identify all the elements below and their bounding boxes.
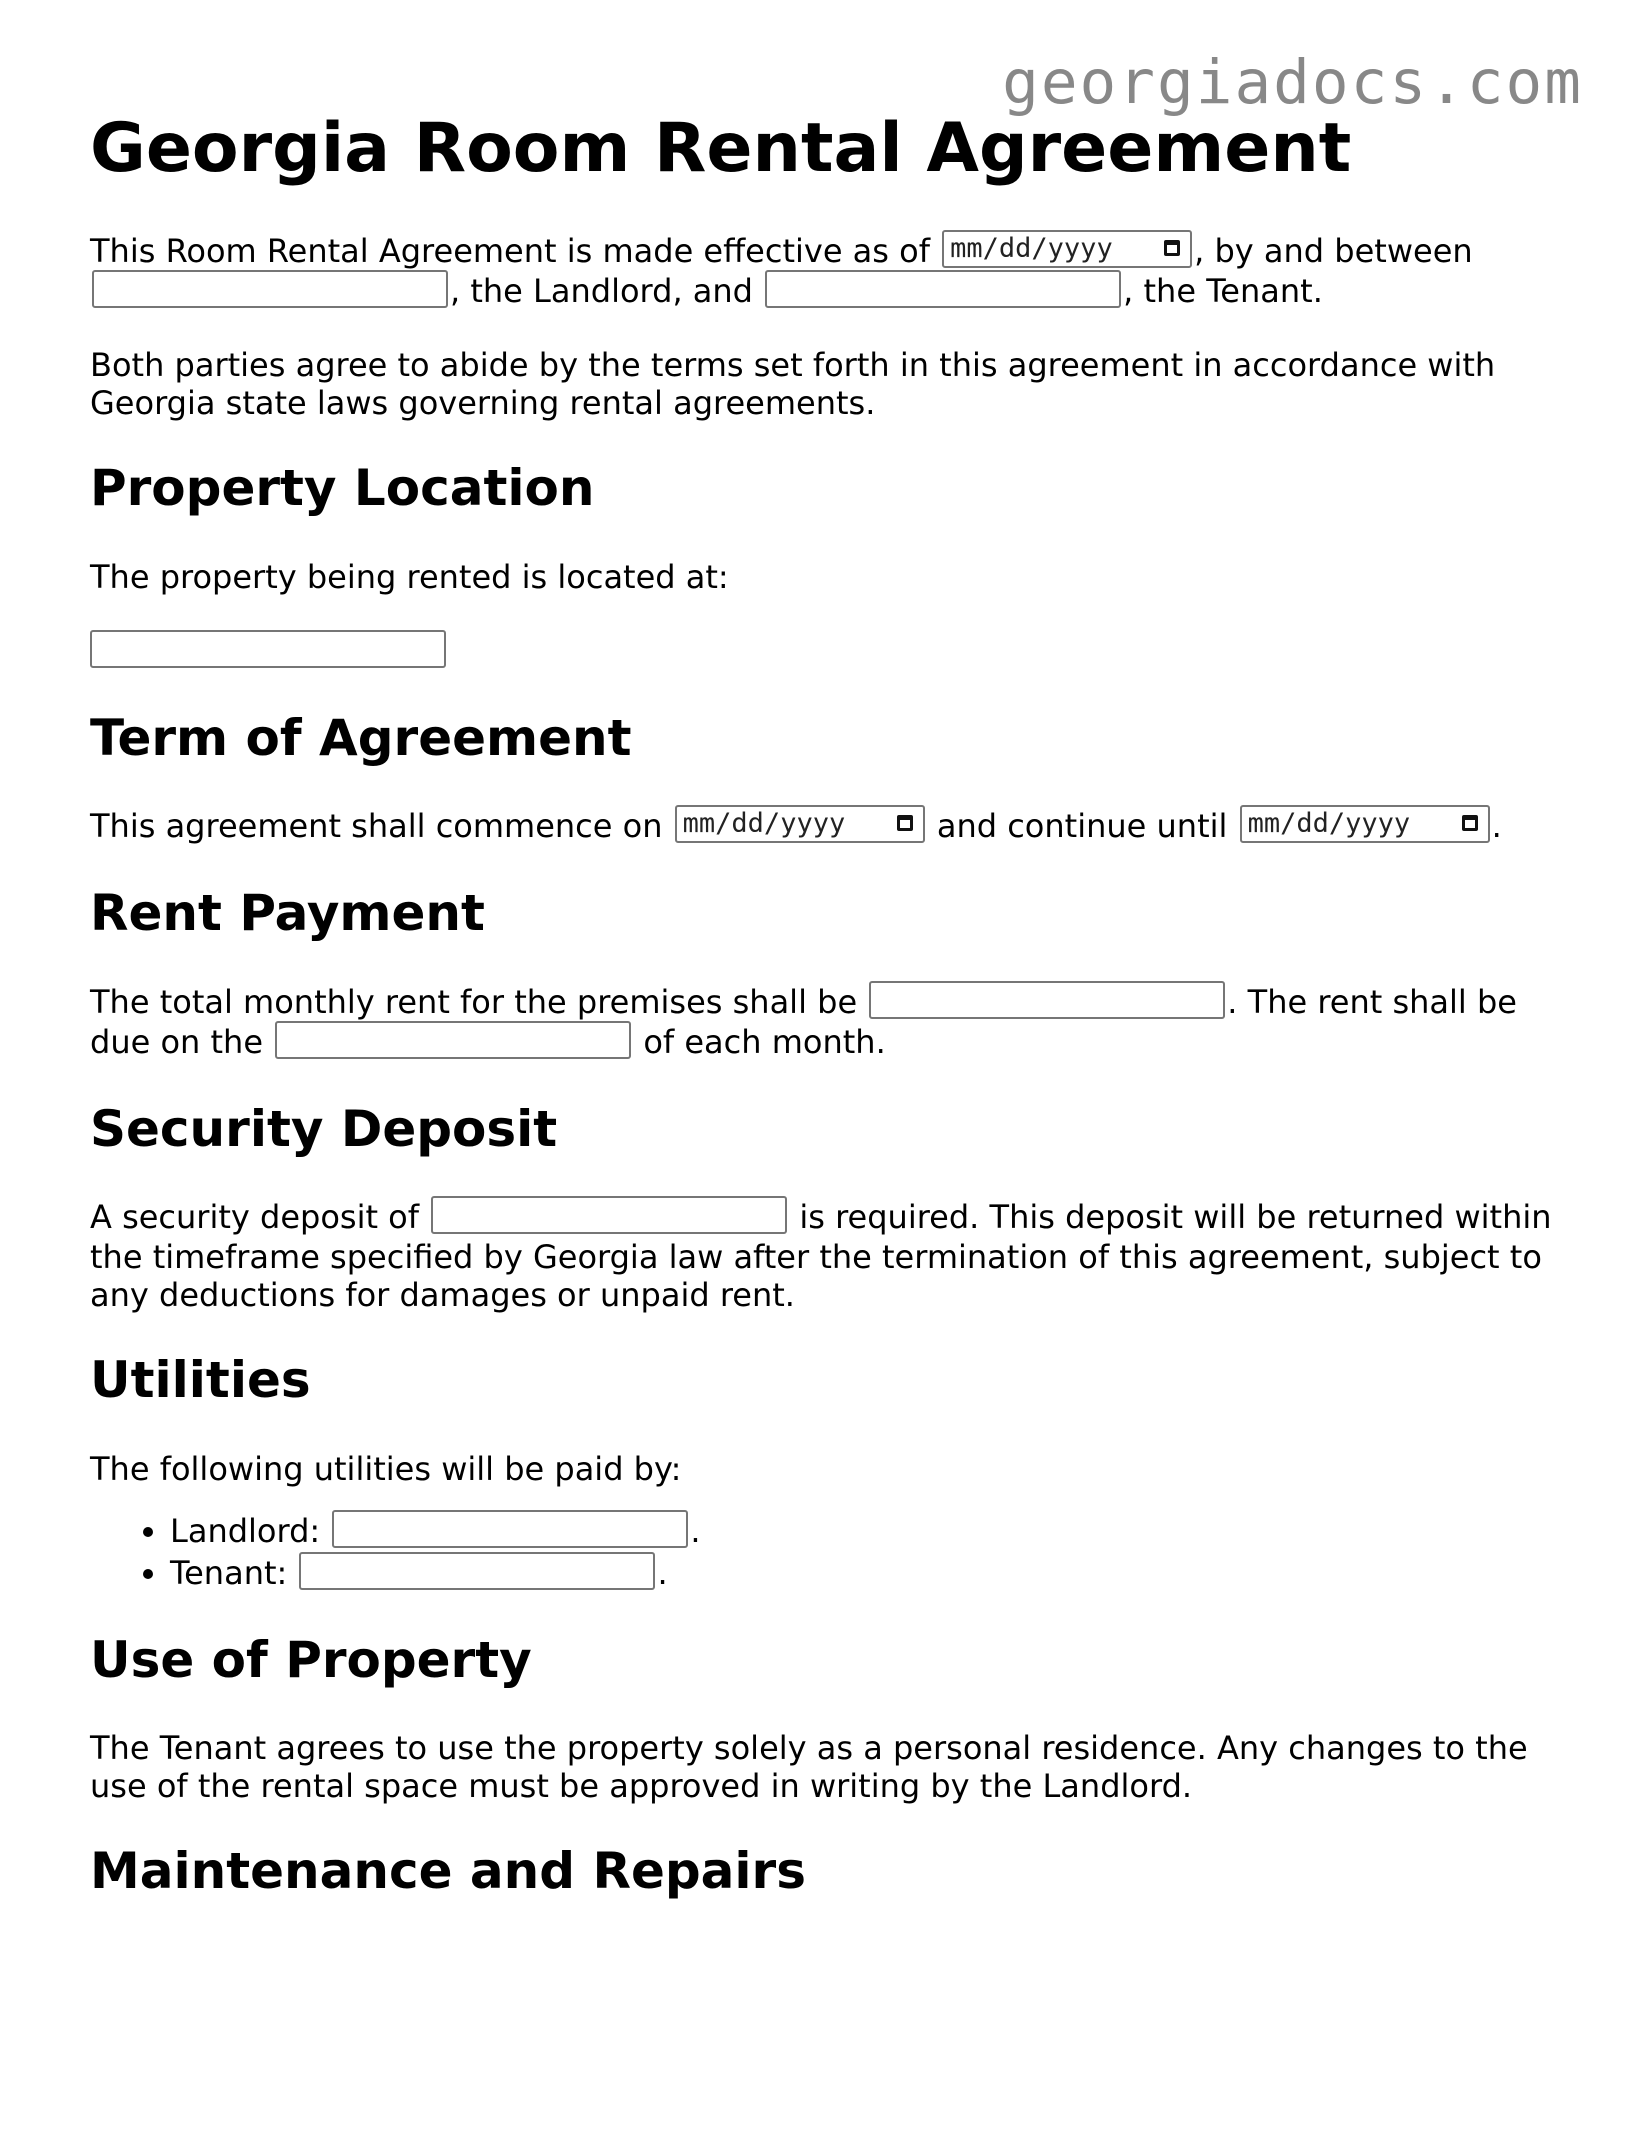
- rent-text-1: The total monthly rent for the premises shall be: [90, 982, 858, 1021]
- property-address-input[interactable]: [90, 630, 446, 668]
- rent-text-3: of each month.: [643, 1022, 886, 1061]
- utilities-text: The following utilities will be paid by:: [90, 1449, 682, 1488]
- section-heading-maintenance: Maintenance and Repairs: [90, 1842, 806, 1901]
- security-deposit-input[interactable]: [431, 1196, 787, 1234]
- date-placeholder: mm/dd/yyyy: [682, 808, 846, 840]
- calendar-icon[interactable]: [1164, 240, 1180, 256]
- landlord-utilities-label: Landlord:: [170, 1511, 321, 1550]
- list-item-suffix: .: [657, 1553, 668, 1592]
- date-placeholder: mm/dd/yyyy: [950, 233, 1113, 265]
- section-heading-utilities: Utilities: [90, 1351, 311, 1410]
- deposit-text-2: is required. This deposit will be returned within the timeframe specified by Georgia law after the termination of this agreement, subject to any deductions for damages or unpaid rent.: [90, 1198, 1552, 1315]
- end-date-input[interactable]: [1240, 805, 1490, 843]
- start-date-input[interactable]: [675, 805, 925, 843]
- intro-text-1: This Room Rental Agreement is made effective as of: [90, 232, 930, 271]
- tenant-utilities-label: Tenant:: [170, 1553, 288, 1592]
- rent-due-day-input[interactable]: [275, 1021, 631, 1059]
- intro-text-3: , the Landlord, and: [450, 272, 753, 311]
- term-text-2: and continue until: [936, 807, 1228, 846]
- deposit-paragraph: [90, 1198, 1570, 1314]
- term-paragraph: [90, 807, 1570, 847]
- section-heading-deposit: Security Deposit: [90, 1099, 558, 1158]
- list-item: [170, 1552, 1570, 1594]
- section-heading-property-location: Property Location: [90, 459, 595, 518]
- section-heading-term: Term of Agreement: [90, 708, 632, 767]
- effective-date-input[interactable]: [942, 230, 1192, 268]
- landlord-name-input[interactable]: [92, 270, 448, 308]
- page-title: Georgia Room Rental Agreement: [90, 109, 1352, 188]
- property-location-text: The property being rented is located at:: [90, 557, 729, 596]
- intro-text-4: , the Tenant.: [1123, 272, 1323, 311]
- tenant-name-input[interactable]: [765, 270, 1121, 308]
- intro-paragraph: [90, 232, 1570, 312]
- section-heading-use: Use of Property: [90, 1630, 532, 1689]
- agreement-paragraph: Both parties agree to abide by the terms set forth in this agreement in accordance with Georgia state laws governing rental agreements.: [90, 346, 1496, 423]
- section-heading-rent: Rent Payment: [90, 884, 485, 943]
- use-paragraph: The Tenant agrees to use the property solely as a personal residence. Any changes to the use of the rental space must be approved in writing by the Landlord.: [90, 1729, 1528, 1806]
- rent-paragraph: [90, 983, 1570, 1063]
- calendar-icon[interactable]: [897, 815, 913, 831]
- tenant-utilities-input[interactable]: [299, 1552, 655, 1590]
- watermark: georgiadocs.com: [1002, 47, 1583, 118]
- term-text-3: .: [1491, 807, 1502, 846]
- intro-text-2: , by and between: [1194, 232, 1473, 271]
- rent-text-2: . The rent shall be due on the: [90, 982, 1517, 1061]
- date-placeholder: mm/dd/yyyy: [1247, 808, 1411, 840]
- landlord-utilities-input[interactable]: [332, 1510, 688, 1548]
- utilities-list: [90, 1510, 1570, 1594]
- monthly-rent-input[interactable]: [869, 981, 1225, 1019]
- document-page: [90, 110, 1570, 1941]
- calendar-icon[interactable]: [1462, 815, 1478, 831]
- term-text-1: This agreement shall commence on: [90, 807, 663, 846]
- list-item-suffix: .: [690, 1511, 701, 1550]
- deposit-text-1: A security deposit of: [90, 1198, 420, 1237]
- list-item: [170, 1510, 1570, 1552]
